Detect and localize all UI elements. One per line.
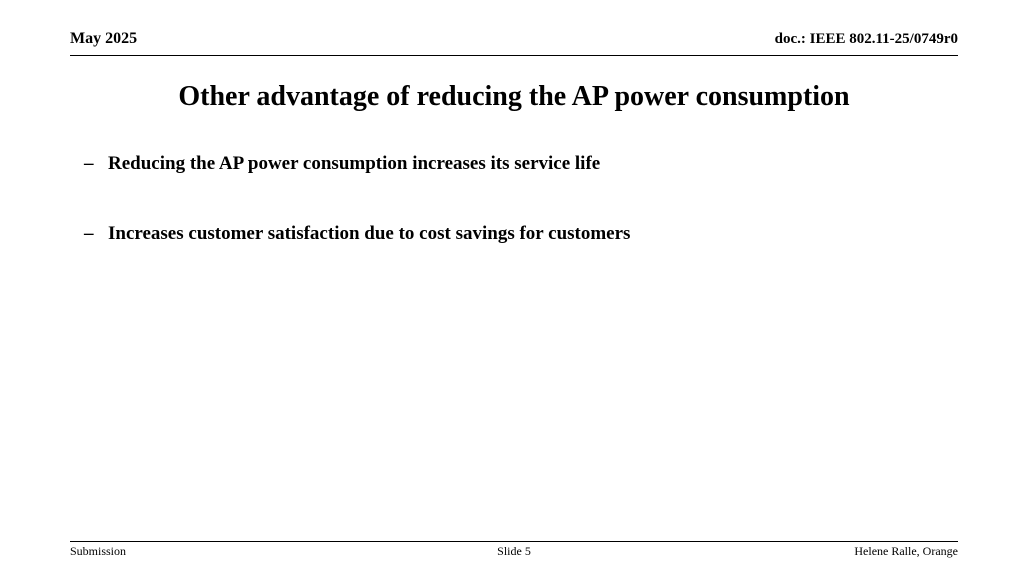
bullet-dash-icon: – <box>84 153 94 174</box>
footer-divider <box>70 541 958 542</box>
bullet-dash-icon: – <box>84 222 94 244</box>
slide-header <box>70 30 958 56</box>
page-title: Other advantage of reducing the AP power consumption <box>178 81 850 112</box>
footer-slide-number: Slide 5 <box>497 544 531 558</box>
header-date: May 2025 <box>70 30 138 47</box>
list-item <box>84 222 954 246</box>
list-item-label: Reducing the AP power consumption increases its service life <box>108 153 601 174</box>
header-document-id: doc.: IEEE 802.11-25/0749r0 <box>774 31 958 47</box>
list-item <box>84 152 954 176</box>
footer-author: Helene Ralle, Orange <box>854 544 958 558</box>
footer-submission-label: Submission <box>70 544 127 558</box>
list-item-label: Increases customer satisfaction due to cost savings for customers <box>108 222 631 244</box>
bullet-list <box>84 152 954 292</box>
slide-footer <box>70 544 958 564</box>
header-divider <box>70 55 958 56</box>
